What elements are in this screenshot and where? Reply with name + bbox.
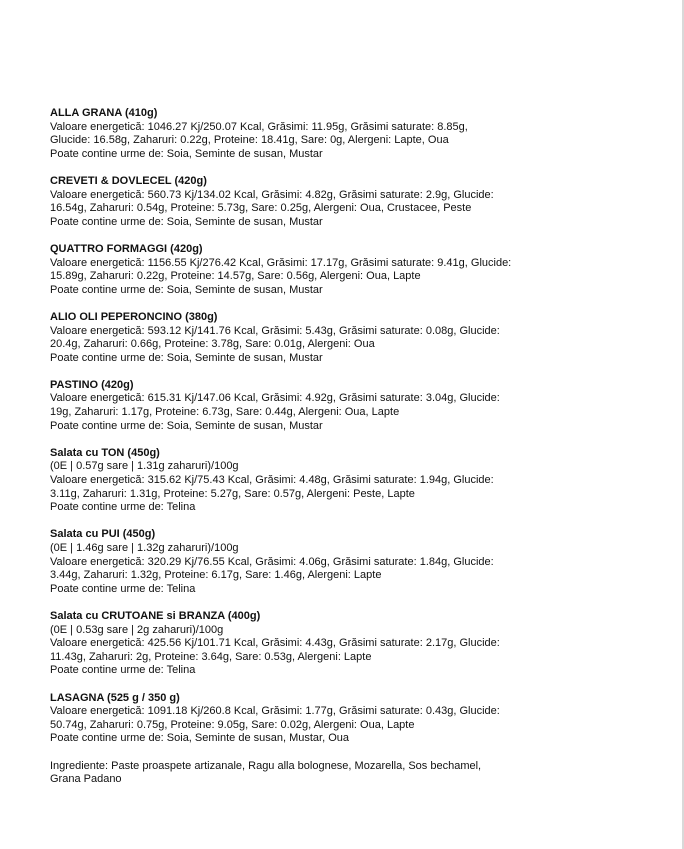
product-block [50, 243, 650, 297]
nutrition-line: Valoare energetică: 1091.18 Kj/260.8 Kcal, Grăsimi: 1.77g, Grăsimi saturate: 0.43g, Glucide: [50, 705, 500, 718]
nutrition-line: Poate contine urme de: Soia, Seminte de susan, Mustar [50, 147, 323, 160]
nutrition-line: Ingrediente: Paste proaspete artizanale, Ragu alla bolognese, Mozarella, Sos bechamel, [50, 759, 482, 772]
nutrition-list [50, 107, 650, 800]
nutrition-line: Valoare energetică: 320.29 Kj/76.55 Kcal, Grăsimi: 4.06g, Grăsimi saturate: 1.84g, Glucide: [50, 555, 494, 568]
nutrition-line: 11.43g, Zaharuri: 2g, Proteine: 3.64g, Sare: 0.53g, Alergeni: Lapte [50, 650, 372, 663]
nutrition-line: 19g, Zaharuri: 1.17g, Proteine: 6.73g, Sare: 0.44g, Alergeni: Oua, Lapte [50, 406, 400, 419]
product-title: PASTINO (420g) [50, 378, 134, 391]
nutrition-line: 16.54g, Zaharuri: 0.54g, Proteine: 5.73g, Sare: 0.25g, Alergeni: Oua, Crustacee, Peste [50, 202, 472, 215]
nutrition-line: (0E | 1.46g sare | 1.32g zaharuri)/100g [50, 542, 239, 554]
nutrition-line: Poate contine urme de: Soia, Seminte de susan, Mustar [50, 215, 323, 228]
product-block [50, 311, 650, 365]
product-title: Salata cu TON (450g) [50, 446, 160, 459]
product-title: Salata cu PUI (450g) [50, 528, 156, 541]
nutrition-line: 3.44g, Zaharuri: 1.32g, Proteine: 6.17g, Sare: 1.46g, Alergeni: Lapte [50, 569, 382, 582]
nutrition-line: Poate contine urme de: Telina [50, 664, 196, 677]
nutrition-line: Poate contine urme de: Soia, Seminte de susan, Mustar [50, 351, 323, 364]
product-title: ALIO OLI PEPERONCINO (380g) [50, 310, 218, 323]
nutrition-line: Valoare energetică: 315.62 Kj/75.43 Kcal, Grăsimi: 4.48g, Grăsimi saturate: 1.94g, Glucide: [50, 474, 494, 487]
product-title: ALLA GRANA (410g) [50, 107, 158, 119]
product-block [50, 760, 650, 787]
product-title: CREVETI & DOVLECEL (420g) [50, 174, 207, 187]
product-block [50, 379, 650, 433]
nutrition-line: Valoare energetică: 615.31 Kj/147.06 Kcal, Grăsimi: 4.92g, Grăsimi saturate: 3.04g, Glucide: [50, 392, 500, 405]
nutrition-line: Valoare energetică: 560.73 Kj/134.02 Kcal, Grăsimi: 4.82g, Grăsimi saturate: 2.9g, Glucide: [50, 188, 494, 201]
nutrition-line: Grana Padano [50, 773, 122, 786]
nutrition-line: Glucide: 16.58g, Zaharuri: 0.22g, Proteine: 18.41g, Sare: 0g, Alergeni: Lapte, Oua [50, 134, 449, 147]
nutrition-line: Poate contine urme de: Telina [50, 501, 196, 514]
nutrition-line: 50.74g, Zaharuri: 0.75g, Proteine: 9.05g, Sare: 0.02g, Alergeni: Oua, Lapte [50, 718, 415, 731]
nutrition-line: 20.4g, Zaharuri: 0.66g, Proteine: 3.78g, Sare: 0.01g, Alergeni: Oua [50, 338, 375, 351]
nutrition-line: Poate contine urme de: Soia, Seminte de susan, Mustar, Oua [50, 732, 350, 745]
nutrition-line: Poate contine urme de: Soia, Seminte de susan, Mustar [50, 419, 323, 432]
product-title: QUATTRO FORMAGGI (420g) [50, 242, 203, 255]
nutrition-line: Poate contine urme de: Soia, Seminte de susan, Mustar [50, 283, 323, 296]
nutrition-line: (0E | 0.57g sare | 1.31g zaharuri)/100g [50, 460, 239, 473]
nutrition-line: Valoare energetică: 1156.55 Kj/276.42 Kcal, Grăsimi: 17.17g, Grăsimi saturate: 9.41g, Glucide: [50, 256, 512, 269]
nutrition-line: 3.11g, Zaharuri: 1.31g, Proteine: 5.27g, Sare: 0.57g, Alergeni: Peste, Lapte [50, 487, 415, 500]
product-block [50, 610, 650, 678]
nutrition-line: Valoare energetică: 425.56 Kj/101.71 Kcal, Grăsimi: 4.43g, Grăsimi saturate: 2.17g, Glucide: [50, 637, 500, 650]
product-block [50, 107, 650, 161]
product-title: LASAGNA (525 g / 350 g) [50, 691, 180, 704]
nutrition-line: Valoare energetică: 593.12 Kj/141.76 Kcal, Grăsimi: 5.43g, Grăsimi saturate: 0.08g, Glucide: [50, 324, 500, 337]
product-block [50, 175, 650, 229]
product-title: Salata cu CRUTOANE si BRANZA (400g) [50, 609, 261, 622]
product-block [50, 447, 650, 515]
nutrition-line: 15.89g, Zaharuri: 0.22g, Proteine: 14.57g, Sare: 0.56g, Alergeni: Oua, Lapte [50, 270, 421, 283]
nutrition-line: Valoare energetică: 1046.27 Kj/250.07 Kcal, Grăsimi: 11.95g, Grăsimi saturate: 8.85g, [50, 120, 468, 133]
product-block [50, 528, 650, 596]
product-block [50, 692, 650, 746]
nutrition-line: (0E | 0.53g sare | 2g zaharuri)/100g [50, 623, 224, 636]
nutrition-line: Poate contine urme de: Telina [50, 582, 196, 595]
